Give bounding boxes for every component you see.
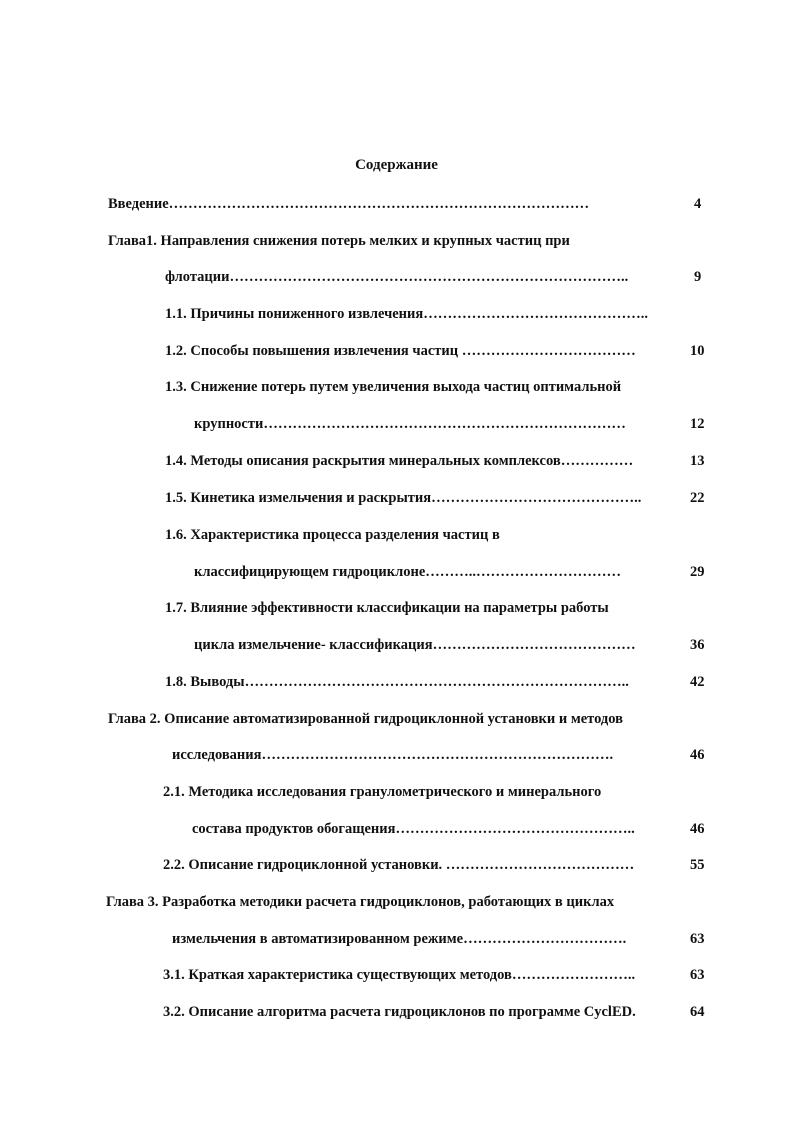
toc-entry-2-2 <box>163 857 683 874</box>
toc-entry-text: 1.4. Методы описания раскрытия минеральных комплексов <box>165 453 561 469</box>
toc-page-number: 64 <box>690 1004 705 1020</box>
toc-entry-text: Глава1. Направления снижения потерь мелких и крупных частиц при <box>108 233 570 249</box>
toc-entry-text: 1.8. Выводы <box>165 674 245 690</box>
toc-leader-dots: ……………………………………………………………………….. <box>229 269 629 285</box>
toc-entry-flotation <box>165 269 685 286</box>
toc-entry-1-4 <box>165 453 683 470</box>
toc-entry-1-1 <box>165 306 687 323</box>
toc-page-number: 9 <box>694 269 702 285</box>
toc-entry-text: 3.1. Краткая характеристика существующих методов <box>163 967 512 983</box>
toc-leader-dots: …………………….. <box>511 967 636 983</box>
toc-entry-1-3 <box>165 379 685 396</box>
toc-entry-text: 2.1. Методика исследования гранулометрического и минерального <box>163 784 602 800</box>
toc-entry-chapter-3 <box>106 894 706 911</box>
toc-entry-1-8 <box>165 674 683 691</box>
toc-entry-3-1 <box>163 967 683 984</box>
toc-leader-dots: …………………………………… <box>432 637 636 653</box>
toc-page-number: 55 <box>690 857 705 873</box>
toc-entry-text: 2.2. Описание гидроциклонной установки. <box>163 857 443 873</box>
toc-page-number: 63 <box>690 931 705 947</box>
toc-entry-text: 1.5. Кинетика измельчения и раскрытия <box>165 490 432 506</box>
toc-entry-1-7 <box>165 600 685 617</box>
toc-leader-dots: …………………………………………………………………………… <box>168 196 590 212</box>
toc-entry-introduction <box>108 196 684 213</box>
toc-entry-automated-mode <box>172 931 682 948</box>
toc-entry-1-2 <box>165 343 683 360</box>
toc-entry-text: Введение <box>108 196 169 212</box>
toc-leader-dots: ……………………………. <box>463 931 627 947</box>
toc-entry-chapter-1 <box>108 233 708 250</box>
toc-leader-dots: ………………………………… <box>442 857 635 873</box>
toc-entry-text: 1.6. Характеристика процесса разделения частиц в <box>165 527 500 543</box>
toc-page-number: 12 <box>690 416 705 432</box>
toc-entry-research <box>172 747 680 764</box>
toc-entry-text: 3.2. Описание алгоритма расчета гидроциклонов по программе CyclED. <box>163 1004 636 1020</box>
toc-entry-text: Глава 2. Описание автоматизированной гидроциклонной установки и методов <box>108 711 623 727</box>
toc-leader-dots: ………………………………………………………………. <box>261 747 614 763</box>
toc-entry-coarseness <box>194 416 680 433</box>
toc-page-number: 46 <box>690 821 705 837</box>
toc-entry-grinding-cycle <box>194 637 680 654</box>
toc-page-number: 13 <box>690 453 705 469</box>
toc-leader-dots: ………………………………………………………………… <box>263 416 626 432</box>
toc-page-number: 36 <box>690 637 705 653</box>
toc-entry-text: 1.7. Влияние эффективности классификации на параметры работы <box>165 600 609 616</box>
toc-entry-text: измельчения в автоматизированном режиме <box>172 931 464 947</box>
toc-entry-text: флотации <box>165 269 230 285</box>
toc-entry-chapter-2 <box>108 711 708 728</box>
toc-entry-text: цикла измельчение- классификация <box>194 637 433 653</box>
toc-page-number: 22 <box>690 490 705 506</box>
toc-page-number: 46 <box>690 747 705 763</box>
toc-page-number: 4 <box>694 196 702 212</box>
toc-leader-dots: …………………………………….. <box>431 490 642 506</box>
toc-leader-dots: ………..………………………… <box>425 564 622 580</box>
toc-entry-text: состава продуктов обогащения <box>192 821 396 837</box>
toc-entry-text: 1.1. Причины пониженного извлечения <box>165 306 424 322</box>
toc-entry-text: классифицирующем гидроциклоне <box>194 564 426 580</box>
toc-leader-dots: ………………………………………….. <box>395 821 635 837</box>
toc-entry-hydrocyclone <box>194 564 682 581</box>
toc-entry-text: 1.3. Снижение потерь путем увеличения выхода частиц оптимальной <box>165 379 622 395</box>
toc-entry-1-6 <box>165 527 685 544</box>
toc-entry-text: Глава 3. Разработка методики расчета гидроциклонов, работающих в циклах <box>106 894 615 910</box>
toc-page-number: 10 <box>690 343 705 359</box>
page-title: Содержание <box>355 157 438 173</box>
toc-entry-text: 1.2. Способы повышения извлечения частиц <box>165 343 459 359</box>
toc-leader-dots: ……………………………………….. <box>423 306 648 322</box>
toc-leader-dots: ……………………………… <box>458 343 636 359</box>
toc-page-number: 29 <box>690 564 705 580</box>
toc-entry-composition <box>192 821 682 838</box>
toc-entry-3-2 <box>163 1004 687 1021</box>
toc-entry-1-5 <box>165 490 683 507</box>
toc-leader-dots: …………… <box>560 453 634 469</box>
toc-page-number: 42 <box>690 674 705 690</box>
toc-entry-text: крупности <box>194 416 264 432</box>
toc-entry-text: исследования <box>172 747 262 763</box>
toc-page-number: 63 <box>690 967 705 983</box>
toc-entry-2-1 <box>163 784 683 801</box>
toc-leader-dots: …………………………………………………………………….. <box>244 674 629 690</box>
